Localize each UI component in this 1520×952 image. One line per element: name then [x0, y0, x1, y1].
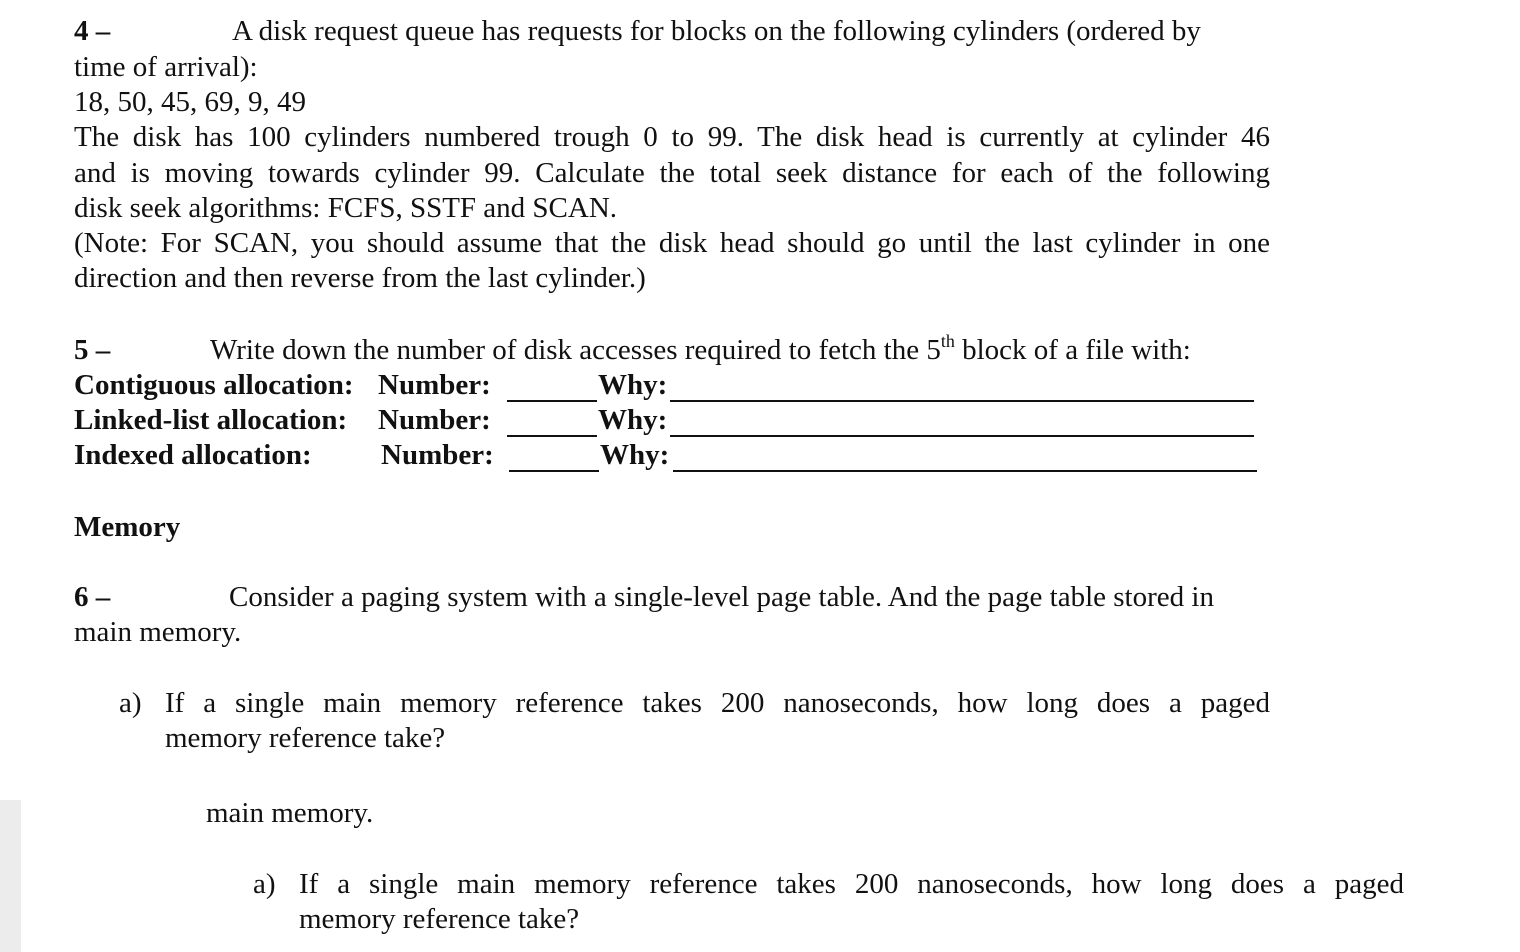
question-6-line-1: Consider a paging system with a single-level page table. And the page table stored in — [229, 581, 1214, 613]
question-6-line-2: main memory. — [74, 616, 242, 648]
contiguous-number-blank[interactable] — [507, 400, 597, 402]
linked-list-number-label: Number: — [378, 404, 491, 436]
question-6a-line-2: memory reference take? — [165, 722, 446, 754]
fragment-a-marker: a) — [253, 868, 276, 900]
scrollbar-edge[interactable] — [0, 800, 21, 952]
question-6-number: 6 – — [74, 581, 111, 613]
question-4-number: 4 – — [74, 15, 111, 47]
question-6a-marker: a) — [119, 687, 142, 719]
fragment-a-line-1: If a single main memory reference takes 200 nanoseconds, how long does a paged — [299, 868, 1404, 900]
question-4-line-4: The disk has 100 cylinders numbered trough 0 to 99. The disk head is currently at cylinder 46 — [74, 121, 1270, 153]
linked-list-number-blank[interactable] — [507, 435, 597, 437]
indexed-label: Indexed allocation: — [74, 439, 312, 471]
question-5-number: 5 – — [74, 334, 111, 366]
question-5-intro: Write down the number of disk accesses required to fetch the 5th block of a file with: — [210, 331, 1191, 366]
question-4-line-6: disk seek algorithms: FCFS, SSTF and SCAN. — [74, 192, 618, 224]
question-4-line-7: (Note: For SCAN, you should assume that the disk head should go until the last cylinder in one — [74, 227, 1270, 259]
question-4-line-1: A disk request queue has requests for blocks on the following cylinders (ordered by — [232, 15, 1201, 47]
indexed-why-blank[interactable] — [673, 470, 1257, 472]
linked-list-why-blank[interactable] — [670, 435, 1254, 437]
indexed-why-label: Why: — [600, 439, 670, 471]
contiguous-why-blank[interactable] — [670, 400, 1254, 402]
section-heading-memory: Memory — [74, 511, 181, 543]
fragment-a-line-2: memory reference take? — [299, 903, 580, 935]
linked-list-label: Linked-list allocation: — [74, 404, 348, 436]
contiguous-label: Contiguous allocation: — [74, 369, 354, 401]
question-4-line-3: 18, 50, 45, 69, 9, 49 — [74, 86, 306, 118]
question-4-line-2: time of arrival): — [74, 51, 258, 83]
indexed-number-blank[interactable] — [509, 470, 599, 472]
contiguous-number-label: Number: — [378, 369, 491, 401]
question-4-line-8: direction and then reverse from the last cylinder.) — [74, 262, 646, 294]
contiguous-why-label: Why: — [598, 369, 668, 401]
question-6a-line-1: If a single main memory reference takes 200 nanoseconds, how long does a paged — [165, 687, 1270, 719]
indexed-number-label: Number: — [381, 439, 494, 471]
linked-list-why-label: Why: — [598, 404, 668, 436]
fragment-line-1: main memory. — [206, 797, 374, 829]
question-4-line-5: and is moving towards cylinder 99. Calculate the total seek distance for each of the following — [74, 157, 1270, 189]
